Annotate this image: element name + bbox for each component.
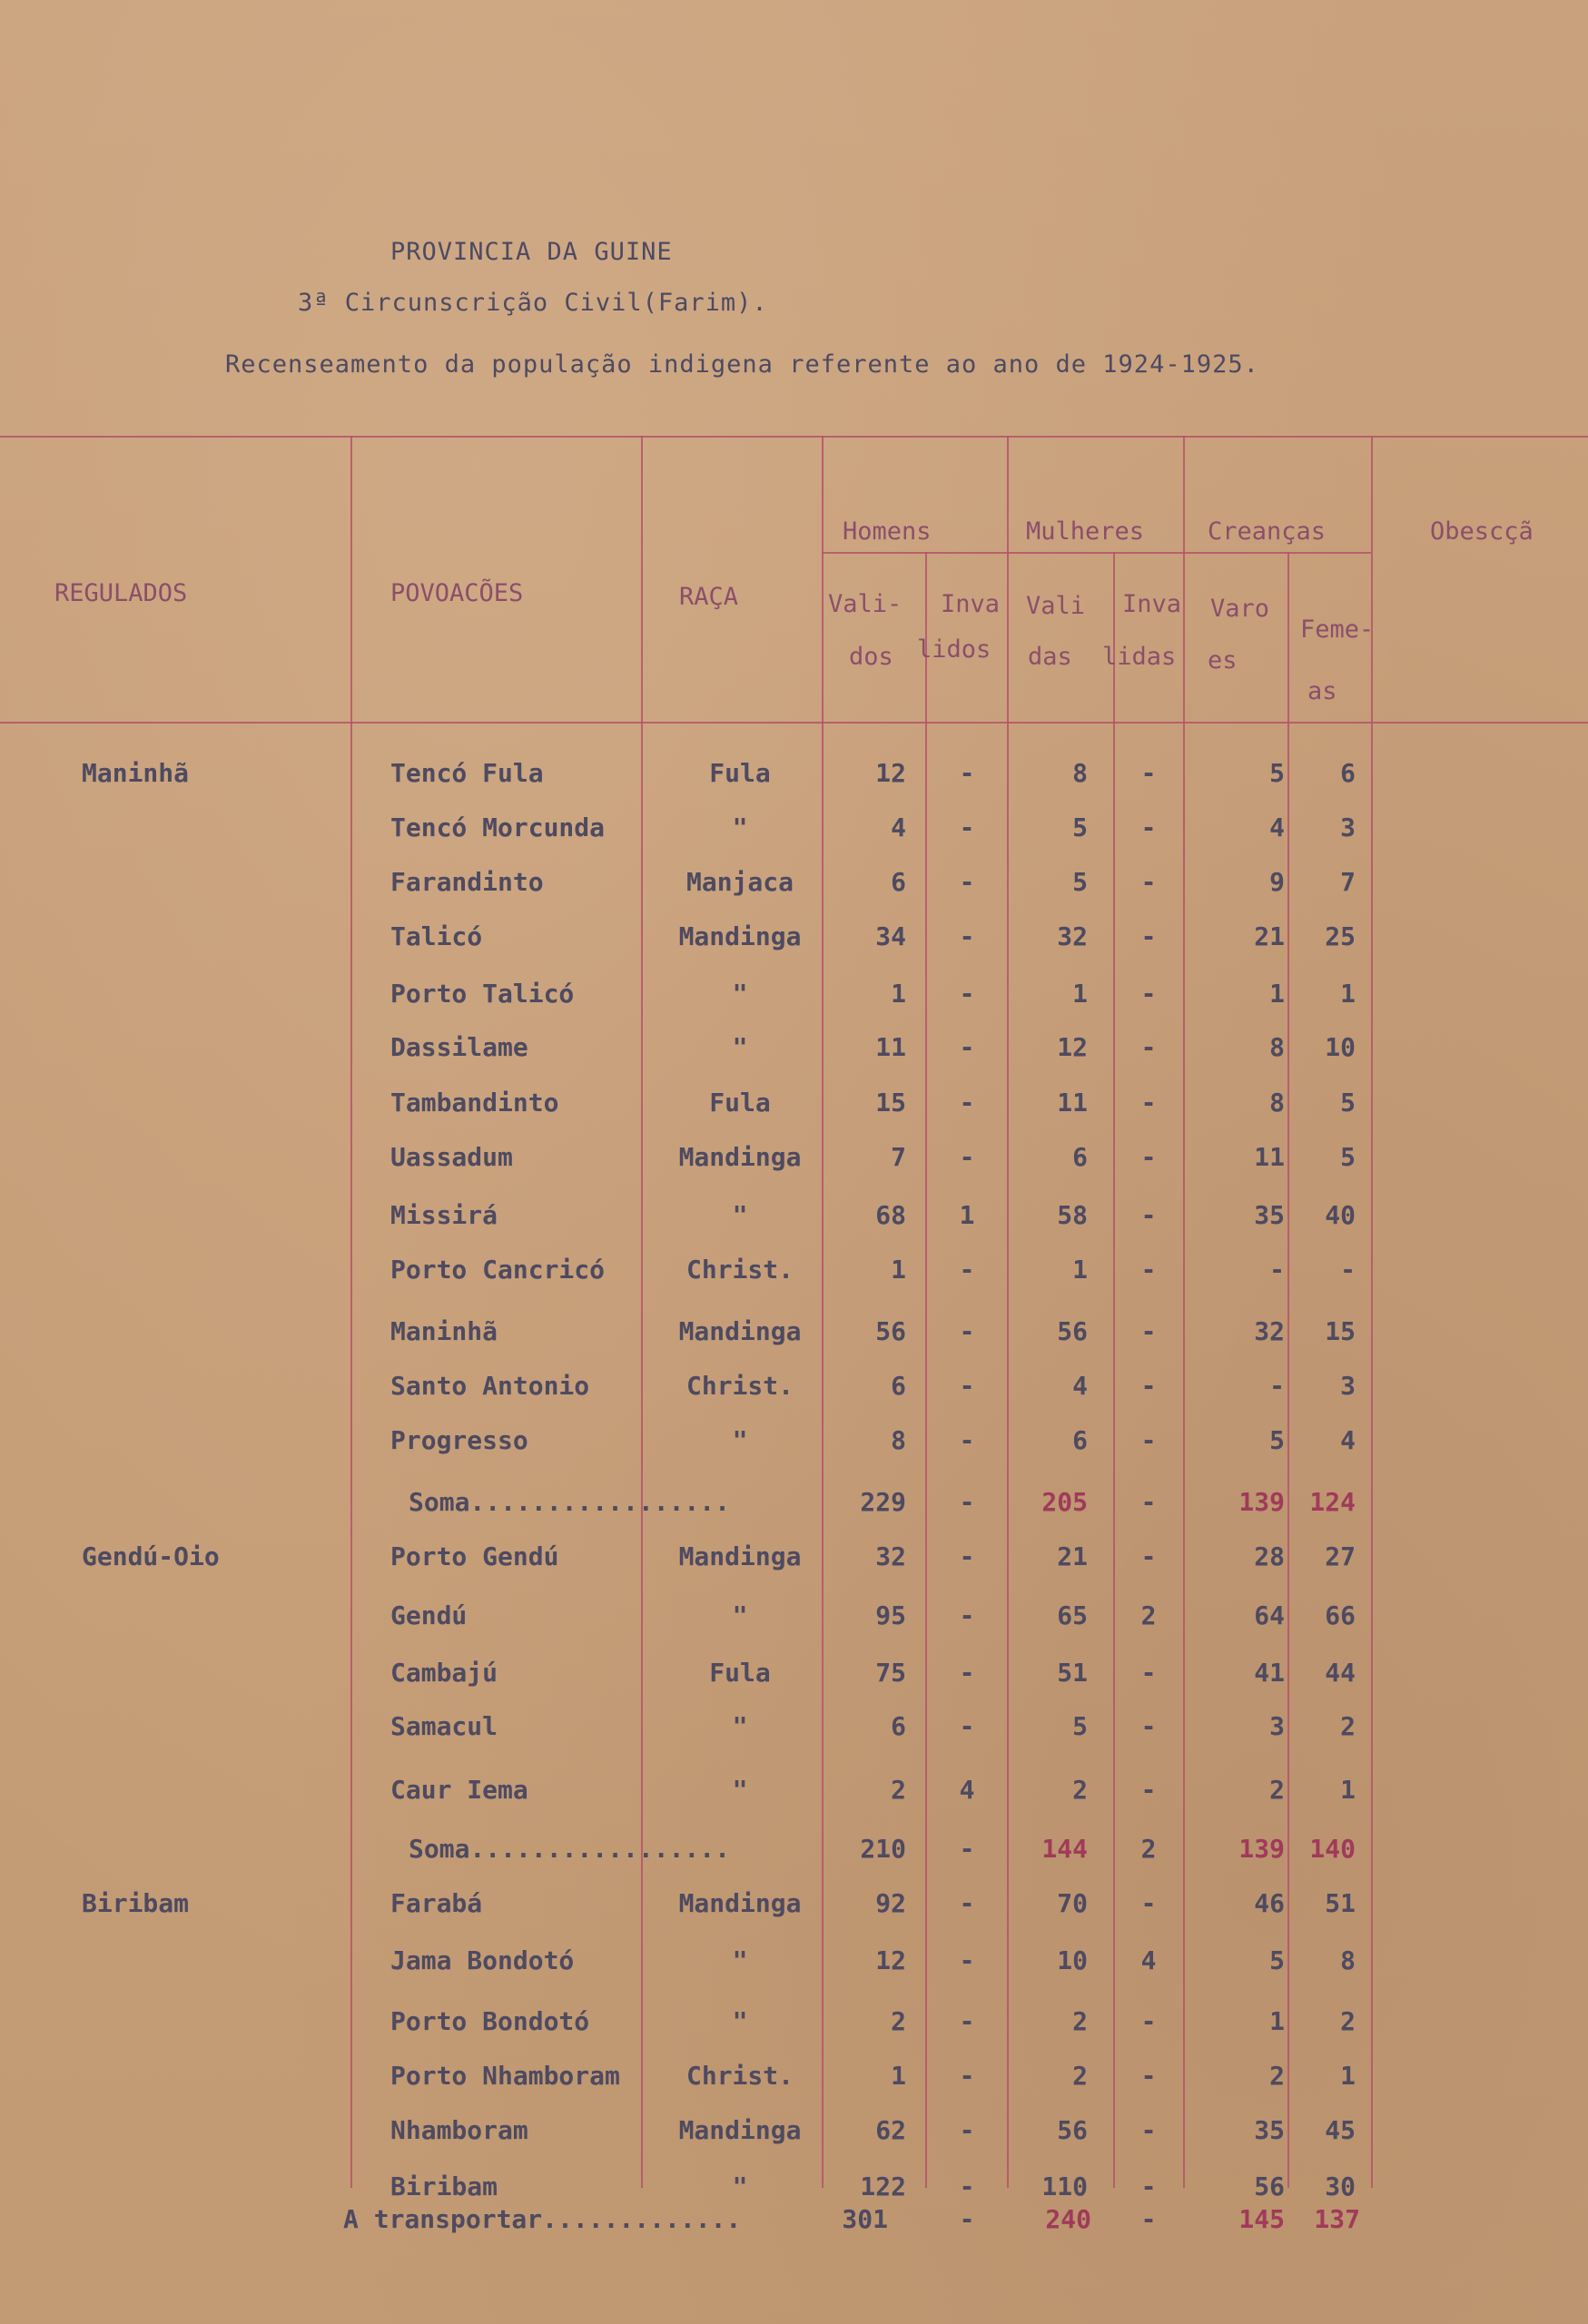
homens-validos: 75 <box>875 1658 906 1688</box>
title-census: Recenseamento da população indigena referente ao ano de 1924-1925. <box>225 350 1259 379</box>
creancas-femeas: 1 <box>1340 2061 1356 2091</box>
creancas-varoes: 1 <box>1269 2006 1285 2036</box>
homens-invalidos: - <box>959 2171 975 2201</box>
povoacao-name: Farabá <box>390 1888 483 1918</box>
mulheres-validas: 6 <box>1072 1142 1088 1172</box>
creancas-femeas: 124 <box>1309 1487 1356 1517</box>
header-mulheres: Mulheres <box>1026 517 1145 546</box>
creancas-varoes: 41 <box>1254 1658 1285 1688</box>
raca-name: " <box>732 2171 748 2201</box>
povoacao-name: Caur Iema <box>390 1775 528 1805</box>
povoacao-name: Cambajú <box>390 1658 498 1688</box>
title-province: PROVINCIA DA GUINE <box>390 238 673 266</box>
creancas-varoes: - <box>1269 1255 1285 1285</box>
povoacao-name: Progresso <box>390 1425 528 1455</box>
mulheres-validas: 205 <box>1041 1487 1088 1517</box>
creancas-femeas: 1 <box>1340 979 1356 1009</box>
povoacao-name: Maninhã <box>390 1316 498 1346</box>
creancas-femeas: 1 <box>1340 1775 1356 1805</box>
homens-invalidos: 4 <box>959 1775 975 1805</box>
mulheres-invalidas: - <box>1140 1088 1157 1118</box>
footer-homens-invalidos: - <box>959 2204 975 2234</box>
mulheres-validas: 70 <box>1057 1888 1088 1918</box>
mulheres-validas: 1 <box>1072 1255 1088 1285</box>
homens-validos: 6 <box>891 1711 906 1741</box>
povoacao-name: Porto Bondotó <box>390 2006 590 2036</box>
mulheres-validas: 10 <box>1057 1945 1088 1975</box>
footer-creancas-femeas: 137 <box>1314 2204 1360 2234</box>
homens-validos: 2 <box>891 1775 906 1805</box>
povoacao-name: Porto Cancricó <box>390 1255 606 1285</box>
mulheres-invalidas: - <box>1140 812 1157 842</box>
povoacao-name: Talicó <box>390 921 483 951</box>
mulheres-validas: 5 <box>1072 1711 1088 1741</box>
creancas-femeas: 5 <box>1340 1142 1356 1172</box>
creancas-varoes: 8 <box>1269 1088 1285 1118</box>
header-raca: RAÇA <box>679 583 739 611</box>
povoacao-name: Porto Nhamboram <box>390 2061 620 2091</box>
homens-invalidos: - <box>959 1541 975 1571</box>
creancas-femeas: 15 <box>1325 1316 1356 1346</box>
homens-validos: 68 <box>875 1200 906 1230</box>
footer-label: A transportar............. <box>343 2204 742 2234</box>
mulheres-validas: 110 <box>1041 2171 1088 2201</box>
mulheres-validas: 58 <box>1057 1200 1088 1230</box>
col-rule-creancas <box>1371 436 1373 2188</box>
mulheres-validas: 11 <box>1057 1088 1088 1118</box>
raca-name: Manjaca <box>686 867 794 897</box>
header-invalidas-2: lidas <box>1102 643 1177 671</box>
povoacao-name: Missirá <box>390 1200 498 1230</box>
povoacao-name: Porto Talicó <box>390 979 575 1009</box>
raca-name: Mandinga <box>678 1888 802 1918</box>
raca-name: " <box>732 1945 748 1975</box>
mulheres-invalidas: - <box>1140 1200 1157 1230</box>
homens-invalidos: 1 <box>959 1200 975 1230</box>
homens-validos: 62 <box>875 2115 906 2145</box>
title-circumscription: 3ª Circunscrição Civil(Farim). <box>298 289 768 317</box>
footer-creancas-varoes: 145 <box>1238 2204 1285 2234</box>
creancas-femeas: 30 <box>1325 2171 1356 2201</box>
homens-invalidos: - <box>959 867 975 897</box>
col-rule-varoes <box>1287 552 1289 2188</box>
povoacao-name: Tencó Fula <box>390 758 544 788</box>
table-top-rule <box>0 436 1588 438</box>
homens-validos: 1 <box>891 979 906 1009</box>
header-varoes-2: es <box>1208 646 1238 675</box>
header-homens: Homens <box>843 517 932 546</box>
creancas-femeas: 6 <box>1340 758 1356 788</box>
mulheres-validas: 21 <box>1057 1541 1088 1571</box>
col-rule-povoacoes <box>641 436 643 2188</box>
creancas-femeas: 25 <box>1325 921 1356 951</box>
raca-name: Mandinga <box>678 1142 802 1172</box>
raca-name: " <box>732 2006 748 2036</box>
povoacao-name: Dassilame <box>390 1032 528 1062</box>
povoacao-name: Santo Antonio <box>390 1371 590 1401</box>
raca-name: Fula <box>709 758 771 788</box>
homens-validos: 12 <box>875 1945 906 1975</box>
creancas-femeas: 5 <box>1340 1088 1356 1118</box>
povoacao-name: Tambandinto <box>390 1088 559 1118</box>
mulheres-invalidas: - <box>1140 1658 1157 1688</box>
creancas-varoes: - <box>1269 1371 1285 1401</box>
creancas-femeas: - <box>1340 1255 1356 1285</box>
mulheres-invalidas: 4 <box>1140 1945 1157 1975</box>
creancas-femeas: 2 <box>1340 2006 1356 2036</box>
footer-mulheres-validas: 240 <box>1045 2204 1091 2234</box>
mulheres-invalidas: - <box>1140 1711 1157 1741</box>
homens-validos: 210 <box>860 1834 906 1864</box>
mulheres-validas: 65 <box>1057 1600 1088 1630</box>
creancas-varoes: 4 <box>1269 812 1285 842</box>
homens-validos: 56 <box>875 1316 906 1346</box>
creancas-varoes: 21 <box>1254 921 1285 951</box>
creancas-varoes: 5 <box>1269 1945 1285 1975</box>
povoacao-name: Biribam <box>390 2171 498 2201</box>
homens-validos: 1 <box>891 1255 906 1285</box>
raca-name: Mandinga <box>678 921 802 951</box>
mulheres-validas: 5 <box>1072 867 1088 897</box>
homens-validos: 95 <box>875 1600 906 1630</box>
homens-invalidos: - <box>959 1658 975 1688</box>
mulheres-invalidas: - <box>1140 1775 1157 1805</box>
homens-validos: 229 <box>860 1487 906 1517</box>
footer-mulheres-invalidas: - <box>1140 2204 1157 2234</box>
povoacao-name: Nhamboram <box>390 2115 528 2145</box>
mulheres-invalidas: - <box>1140 979 1157 1009</box>
header-varoes-1: Varo <box>1210 595 1270 623</box>
homens-invalidos: - <box>959 1888 975 1918</box>
creancas-varoes: 11 <box>1254 1142 1285 1172</box>
header-validos-2: dos <box>849 643 893 671</box>
homens-invalidos: - <box>959 1711 975 1741</box>
homens-invalidos: - <box>959 1255 975 1285</box>
header-validas-2: das <box>1028 643 1072 671</box>
header-invalidas-1: Inva <box>1122 590 1182 618</box>
homens-validos: 2 <box>891 2006 906 2036</box>
povoacao-name: Tencó Morcunda <box>390 812 606 842</box>
mulheres-invalidas: - <box>1140 2006 1157 2036</box>
creancas-varoes: 139 <box>1238 1834 1285 1864</box>
homens-invalidos: - <box>959 1142 975 1172</box>
homens-invalidos: - <box>959 1371 975 1401</box>
raca-name: " <box>732 1032 748 1062</box>
homens-invalidos: - <box>959 1945 975 1975</box>
header-validas-1: Vali <box>1026 592 1086 620</box>
mulheres-invalidas: - <box>1140 2171 1157 2201</box>
homens-invalidos: - <box>959 758 975 788</box>
creancas-femeas: 44 <box>1325 1658 1356 1688</box>
raca-name: Mandinga <box>678 1541 802 1571</box>
povoacao-name: Jama Bondotó <box>390 1945 575 1975</box>
raca-name: " <box>732 1775 748 1805</box>
mulheres-validas: 2 <box>1072 2061 1088 2091</box>
raca-name: " <box>732 979 748 1009</box>
mulheres-validas: 12 <box>1057 1032 1088 1062</box>
header-femeas-2: as <box>1307 677 1337 705</box>
creancas-femeas: 140 <box>1309 1834 1356 1864</box>
homens-validos: 6 <box>891 867 906 897</box>
homens-invalidos: - <box>959 2006 975 2036</box>
homens-validos: 32 <box>875 1541 906 1571</box>
homens-invalidos: - <box>959 1600 975 1630</box>
col-rule-homens <box>1007 436 1009 2188</box>
mulheres-validas: 6 <box>1072 1425 1088 1455</box>
homens-invalidos: - <box>959 921 975 951</box>
homens-invalidos: - <box>959 2061 975 2091</box>
header-femeas-1: Feme- <box>1300 615 1375 644</box>
mulheres-validas: 51 <box>1057 1658 1088 1688</box>
mulheres-invalidas: - <box>1140 1255 1157 1285</box>
homens-invalidos: - <box>959 1032 975 1062</box>
footer-homens-validos: 301 <box>842 2204 888 2234</box>
header-invalidos-1: Inva <box>941 590 1001 618</box>
creancas-varoes: 5 <box>1269 758 1285 788</box>
creancas-varoes: 139 <box>1238 1487 1285 1517</box>
creancas-varoes: 28 <box>1254 1541 1285 1571</box>
raca-name: Mandinga <box>678 2115 802 2145</box>
col-rule-mulheres <box>1183 436 1185 2188</box>
soma-label: Soma................. <box>409 1487 731 1517</box>
regulado-name: Maninhã <box>82 758 190 788</box>
mulheres-validas: 56 <box>1057 2115 1088 2145</box>
homens-validos: 11 <box>875 1032 906 1062</box>
povoacao-name: Farandinto <box>390 867 544 897</box>
mulheres-invalidas: 2 <box>1140 1834 1157 1864</box>
homens-validos: 92 <box>875 1888 906 1918</box>
creancas-femeas: 51 <box>1325 1888 1356 1918</box>
homens-invalidos: - <box>959 1088 975 1118</box>
homens-validos: 12 <box>875 758 906 788</box>
col-rule-validas <box>1113 552 1115 2188</box>
homens-validos: 34 <box>875 921 906 951</box>
mulheres-invalidas: - <box>1140 867 1157 897</box>
col-rule-validos <box>925 552 927 2188</box>
homens-validos: 4 <box>891 812 906 842</box>
creancas-varoes: 35 <box>1254 1200 1285 1230</box>
mulheres-invalidas: - <box>1140 921 1157 951</box>
homens-validos: 1 <box>891 2061 906 2091</box>
mulheres-validas: 2 <box>1072 2006 1088 2036</box>
mulheres-invalidas: - <box>1140 1032 1157 1062</box>
header-povoacoes: POVOACÕES <box>390 579 524 607</box>
creancas-varoes: 46 <box>1254 1888 1285 1918</box>
creancas-femeas: 8 <box>1340 1945 1356 1975</box>
creancas-varoes: 3 <box>1269 1711 1285 1741</box>
creancas-femeas: 7 <box>1340 867 1356 897</box>
raca-name: " <box>732 1600 748 1630</box>
mulheres-validas: 144 <box>1041 1834 1088 1864</box>
header-validos-1: Vali- <box>828 590 902 618</box>
homens-validos: 6 <box>891 1371 906 1401</box>
mulheres-validas: 56 <box>1057 1316 1088 1346</box>
mulheres-invalidas: - <box>1140 1888 1157 1918</box>
header-invalidos-2: lidos <box>917 635 991 664</box>
mulheres-invalidas: - <box>1140 2061 1157 2091</box>
homens-invalidos: - <box>959 1425 975 1455</box>
mulheres-invalidas: - <box>1140 1371 1157 1401</box>
homens-invalidos: - <box>959 979 975 1009</box>
mulheres-invalidas: - <box>1140 758 1157 788</box>
homens-invalidos: - <box>959 1316 975 1346</box>
povoacao-name: Porto Gendú <box>390 1541 559 1571</box>
soma-label: Soma................. <box>409 1834 731 1864</box>
creancas-varoes: 9 <box>1269 867 1285 897</box>
mulheres-invalidas: - <box>1140 1487 1157 1517</box>
homens-invalidos: - <box>959 1834 975 1864</box>
mulheres-invalidas: - <box>1140 1425 1157 1455</box>
mulheres-validas: 4 <box>1072 1371 1088 1401</box>
creancas-varoes: 56 <box>1254 2171 1285 2201</box>
creancas-varoes: 2 <box>1269 1775 1285 1805</box>
creancas-femeas: 2 <box>1340 1711 1356 1741</box>
povoacao-name: Uassadum <box>390 1142 513 1172</box>
homens-invalidos: - <box>959 812 975 842</box>
homens-invalidos: - <box>959 1487 975 1517</box>
raca-name: " <box>732 1425 748 1455</box>
raca-name: " <box>732 1711 748 1741</box>
raca-name: Fula <box>709 1658 771 1688</box>
creancas-varoes: 2 <box>1269 2061 1285 2091</box>
mulheres-invalidas: - <box>1140 2115 1157 2145</box>
creancas-varoes: 64 <box>1254 1600 1285 1630</box>
mulheres-validas: 1 <box>1072 979 1088 1009</box>
mulheres-invalidas: - <box>1140 1541 1157 1571</box>
raca-name: Christ. <box>686 1255 794 1285</box>
raca-name: Christ. <box>686 1371 794 1401</box>
regulado-name: Gendú-Oio <box>82 1541 220 1571</box>
creancas-femeas: 4 <box>1340 1425 1356 1455</box>
header-bottom-rule <box>0 722 1588 724</box>
col-rule-raca <box>822 436 824 2188</box>
creancas-femeas: 40 <box>1325 1200 1356 1230</box>
creancas-varoes: 1 <box>1269 979 1285 1009</box>
mulheres-validas: 5 <box>1072 812 1088 842</box>
creancas-varoes: 8 <box>1269 1032 1285 1062</box>
mulheres-invalidas: - <box>1140 1142 1157 1172</box>
raca-name: " <box>732 812 748 842</box>
homens-validos: 15 <box>875 1088 906 1118</box>
mulheres-validas: 32 <box>1057 921 1088 951</box>
povoacao-name: Samacul <box>390 1711 498 1741</box>
creancas-varoes: 35 <box>1254 2115 1285 2145</box>
col-rule-regulados <box>350 436 352 2188</box>
raca-name: Christ. <box>686 2061 794 2091</box>
creancas-varoes: 5 <box>1269 1425 1285 1455</box>
header-regulados: REGULADOS <box>54 579 188 607</box>
homens-validos: 7 <box>891 1142 906 1172</box>
regulado-name: Biribam <box>82 1888 190 1918</box>
creancas-femeas: 3 <box>1340 1371 1356 1401</box>
mulheres-invalidas: - <box>1140 1316 1157 1346</box>
raca-name: Mandinga <box>678 1316 802 1346</box>
mulheres-invalidas: 2 <box>1140 1600 1157 1630</box>
creancas-femeas: 66 <box>1325 1600 1356 1630</box>
homens-validos: 8 <box>891 1425 906 1455</box>
header-observacoes: Obescçã <box>1430 517 1534 546</box>
raca-name: " <box>732 1200 748 1230</box>
creancas-varoes: 32 <box>1254 1316 1285 1346</box>
creancas-femeas: 27 <box>1325 1541 1356 1571</box>
header-creancas: Creanças <box>1208 517 1327 546</box>
creancas-femeas: 3 <box>1340 812 1356 842</box>
raca-name: Fula <box>709 1088 771 1118</box>
povoacao-name: Gendú <box>390 1600 468 1630</box>
homens-validos: 122 <box>860 2171 906 2201</box>
mulheres-validas: 2 <box>1072 1775 1088 1805</box>
creancas-femeas: 45 <box>1325 2115 1356 2145</box>
mulheres-validas: 8 <box>1072 758 1088 788</box>
homens-invalidos: - <box>959 2115 975 2145</box>
creancas-femeas: 10 <box>1325 1032 1356 1062</box>
